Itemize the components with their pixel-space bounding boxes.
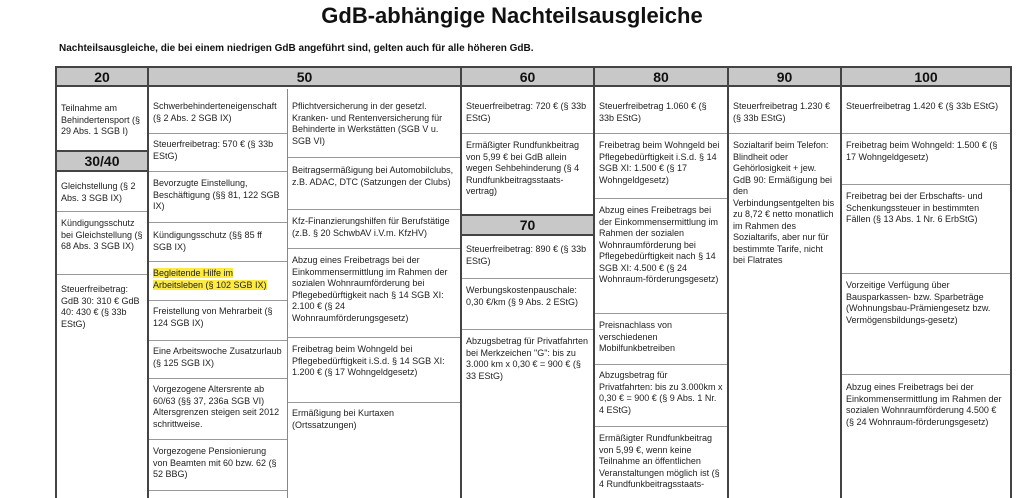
cell-90-0: Steuerfreibetrag 1.230 € (§ 33b EStG) xyxy=(729,98,840,134)
header-gdb-70: 70 xyxy=(462,214,593,236)
header-gdb-20: 20 xyxy=(57,68,147,87)
cell-50b-1: Beitragsermäßigung bei Automobilclubs, z.B. ADAC, DTC (Satzungen der Clubs) xyxy=(288,162,460,210)
cell-50a-8: Vorgezogene Pensionierung von Beamten mit 60 bzw. 62 (§ 52 BBG) xyxy=(149,443,287,491)
page-subtitle: Nachteilsausgleiche, die bei einem niedrigen GdB angeführt sind, gelten auch für alle höheren GdB. xyxy=(59,43,534,54)
cell-80-3: Preisnachlass von verschiedenen Mobilfunkbetreiben xyxy=(595,317,727,365)
header-gdb-30-40: 30/40 xyxy=(57,150,147,172)
cell-50a-2: Bevorzugte Einstellung, Beschäftigung (§§ 81, 122 SGB IX) xyxy=(149,175,287,223)
cell-50a-4 xyxy=(149,265,287,301)
cell-3040-0: Gleichstellung (§ 2 Abs. 3 SGB IX) xyxy=(57,178,147,212)
cell-100-2: Freibetrag bei der Erbschafts- und Schenkungssteuer in bestimmten Fällen (§ 13 Abs. 1 Nr. 6 ErbStG) xyxy=(842,188,1010,274)
cell-3040-2: Steuerfreibetrag: GdB 30: 310 € GdB 40: 430 € (§ 33b EStG) xyxy=(61,284,140,329)
cell-100-4: Abzug eines Freibetrags bei der Einkommensermittlung im Rahmen der sozialen Wohnraumförderung 4.500 € (§ 24 Wohnraum-förderungsgesetz) xyxy=(846,382,1002,427)
header-gdb-90: 90 xyxy=(729,68,840,87)
cell-50b-3: Abzug eines Freibetrags bei der Einkommensermittlung im Rahmen der sozialen Wohnraumförderung bei Pflegebedürftigkeit nach § 14 SGB XI: 2.100 € (§ 24 Wohnraumförderungsgesetz) xyxy=(288,252,460,338)
cell-50b-2: Kfz-Finanzierungshilfen für Berufstätige (z.B. § 20 SchwbAV i.V.m. KfzHV) xyxy=(288,213,460,249)
cell-3040-1: Kündigungsschutz bei Gleichstellung (§ 68 Abs. 3 SGB IX) xyxy=(57,215,147,275)
page-title: GdB-abhängige Nachteilsausgleiche xyxy=(321,3,703,28)
header-gdb-60: 60 xyxy=(462,68,593,87)
cell-80-1: Freibetrag beim Wohngeld bei Pflegebedürftigkeit i.S.d. § 14 SGB XI: 1.500 € (§ 17 Wohngeldgesetz) xyxy=(595,137,727,199)
cell-80-5: Ermäßigter Rundfunkbeitrag von 5,99 €, wenn keine Teilnahme an öffentlichen Veranstaltungen möglich ist (§ 4 Rundfunkbeitragsstaats- xyxy=(599,433,720,489)
cell-50a-3: Kündigungsschutz (§§ 85 ff SGB IX) xyxy=(149,227,287,262)
cell-100-1: Freibetrag beim Wohngeld: 1.500 € (§ 17 Wohngeldgesetz) xyxy=(842,137,1010,185)
cell-50a-6: Eine Arbeitswoche Zusatzurlaub (§ 125 SGB IX) xyxy=(149,343,287,379)
highlighted-text: Begleitende Hilfe im Arbeitsleben (§ 102 SGB IX) xyxy=(153,268,267,290)
cell-50b-0: Pflichtversicherung in der gesetzl. Kranken- und Rentenversicherung für Behinderte in Werkstätten (SGB V u. SGB VI) xyxy=(288,98,460,158)
cell-50a-1: Steuerfreibetrag: 570 € (§ 33b EStG) xyxy=(149,136,287,172)
header-gdb-80: 80 xyxy=(595,68,727,87)
header-gdb-100: 100 xyxy=(842,68,1010,87)
cell-70-2: Abzugsbetrag für Privatfahrten bei Merkzeichen "G": bis zu 3.000 km x 0,30 € = 900 € (§ 33 EStG) xyxy=(466,336,589,381)
header-gdb-50: 50 xyxy=(149,68,460,87)
cell-50b-4: Freibetrag beim Wohngeld bei Pflegebedürftigkeit i.S.d. § 14 SGB XI: 1.200 € (§ 17 Wohngeldgesetz) xyxy=(288,341,460,403)
cell-90-1: Sozialtarif beim Telefon: Blindheit oder Gehörlosigkeit + jew. GdB 90: Ermäßigung bei den Verbindungsentgelten bis zu 8,72 € netto monatlich im Rahmen des Sozialtarifs, aber nur für bestimmte Tarife, nicht bei Flatrates xyxy=(733,140,835,265)
cell-50a-0: Schwerbehinderteneigenschaft (§ 2 Abs. 2 SGB IX) xyxy=(149,98,287,134)
cell-60-0: Steuerfreibetrag: 720 € (§ 33b EStG) xyxy=(462,98,593,134)
cell-50a-5: Freistellung von Mehrarbeit (§ 124 SGB IX) xyxy=(149,303,287,341)
cell-100-0: Steuerfreibetrag 1.420 € (§ 33b EStG) xyxy=(842,98,1010,134)
cell-20-0: Teilnahme am Behindertensport (§ 29 Abs. 1 SGB I) xyxy=(61,103,141,136)
cell-80-0: Steuerfreibetrag 1.060 € (§ 33b EStG) xyxy=(595,98,727,134)
cell-100-3: Vorzeitige Verfügung über Bausparkassen- bzw. Sparbeträge (Wohnungsbau-Prämiengesetz bzw. Vermögensbildungs-gesetz) xyxy=(842,277,1010,375)
cell-50b-5: Ermäßigung bei Kurtaxen (Ortssatzungen) xyxy=(292,408,395,430)
cell-80-2: Abzug eines Freibetrags bei der Einkommensermittlung im Rahmen der sozialen Wohnraumförderung bei Pflegebedürftigkeit nach § 14 SGB XI: 4.500 € (§ 24 Wohnraum-förderungsgesetz) xyxy=(595,202,727,314)
cell-60-1: Ermäßigter Rundfunkbeitrag von 5,99 € bei GdB allein wegen Sehbehinderung (§ 4 Rundfunkbeitragsstaats-vertrag) xyxy=(466,140,580,196)
cell-50a-7: Vorgezogene Altersrente ab 60/63 (§§ 37, 236a SGB VI) Altersgrenzen steigen seit 2012 schrittweise. xyxy=(149,381,287,440)
cell-70-0: Steuerfreibetrag: 890 € (§ 33b EStG) xyxy=(462,241,593,279)
cell-80-4: Abzugsbetrag für Privatfahrten: bis zu 3.000km x 0,30 € = 900 € (§ 9 Abs. 1 Nr. 4 EStG) xyxy=(595,367,727,427)
cell-70-1: Werbungskostenpauschale: 0,30 €/km (§ 9 Abs. 2 EStG) xyxy=(462,282,593,330)
